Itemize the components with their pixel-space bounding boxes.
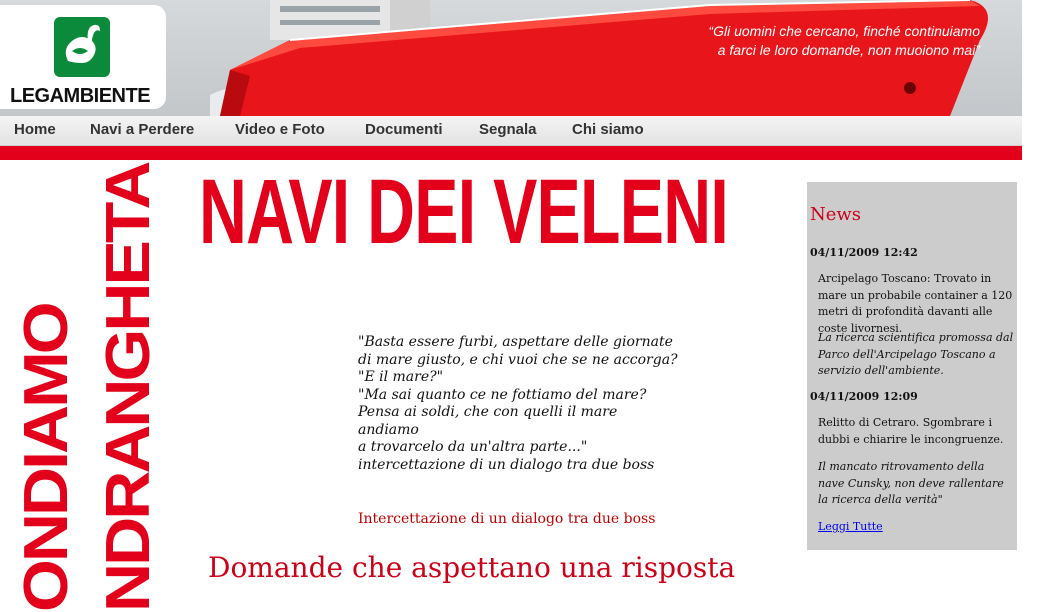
header-quote (650, 22, 980, 60)
citation-line: Pensa ai soldi, che con quelli il mare (358, 404, 678, 422)
page-title: NAVI DEI VELENI (199, 166, 728, 258)
nav-item-navi-a-perdere[interactable]: Navi a Perdere (90, 121, 194, 138)
nav-item-home[interactable]: Home (14, 121, 56, 138)
citation-caption: Intercettazione di un dialogo tra due boss (358, 511, 655, 527)
logo-box[interactable] (0, 5, 166, 109)
citation-line: di mare giusto, e chi vuoi che se ne accorga? (358, 352, 678, 370)
read-all-link[interactable]: Leggi Tutte (818, 520, 883, 533)
news-title: News (810, 204, 861, 225)
citation-line: a trovarcelo da un'altra parte..." (358, 439, 678, 457)
citation-block (358, 334, 678, 474)
logo-text: LEGAMBIENTE (10, 85, 150, 108)
news-date: 04/11/2009 12:42 (810, 246, 918, 259)
vertical-text-ndrangheta: NDRANGHETA (92, 164, 164, 612)
news-summary: Il mancato ritrovamento della nave Cunsky, non deve rallentare la ricerca della verità" (818, 459, 1014, 509)
main-nav (0, 116, 1022, 146)
citation-line: "Ma sai quanto ce ne fottiamo del mare? (358, 387, 678, 405)
news-summary: La ricerca scientifica promossa dal Parco dell'Arcipelago Toscano a servizio dell'ambiente. (818, 330, 1014, 380)
nav-item-segnala[interactable]: Segnala (479, 121, 537, 138)
citation-line: andiamo (358, 422, 678, 440)
quote-line: “Gli uomini che cercano, finché continuiamo (650, 22, 980, 41)
news-headline[interactable]: Arcipelago Toscano: Trovato in mare un probabile container a 120 metri di profondità davanti alle coste livornesi. (818, 271, 1014, 337)
nav-item-chi-siamo[interactable]: Chi siamo (572, 121, 644, 138)
news-date: 04/11/2009 12:09 (810, 390, 918, 403)
header-banner (0, 0, 1022, 116)
quote-line: a farci le loro domande, non muoiono mai” (650, 41, 980, 60)
swan-logo-icon (52, 15, 112, 79)
red-divider (0, 146, 1022, 160)
nav-item-video-e-foto[interactable]: Video e Foto (235, 121, 325, 138)
citation-line: "Basta essere furbi, aspettare delle giornate (358, 334, 678, 352)
citation-line: "E il mare?" (358, 369, 678, 387)
section-heading: Domande che aspettano una risposta (208, 551, 735, 584)
nav-item-documenti[interactable]: Documenti (365, 121, 443, 138)
citation-line: intercettazione di un dialogo tra due boss (358, 457, 678, 475)
news-sidebar (807, 182, 1017, 550)
news-headline[interactable]: Relitto di Cetraro. Sgombrare i dubbi e chiarire le incongruenze. (818, 415, 1014, 448)
vertical-text-ondiamo: ONDIAMO (10, 304, 82, 612)
